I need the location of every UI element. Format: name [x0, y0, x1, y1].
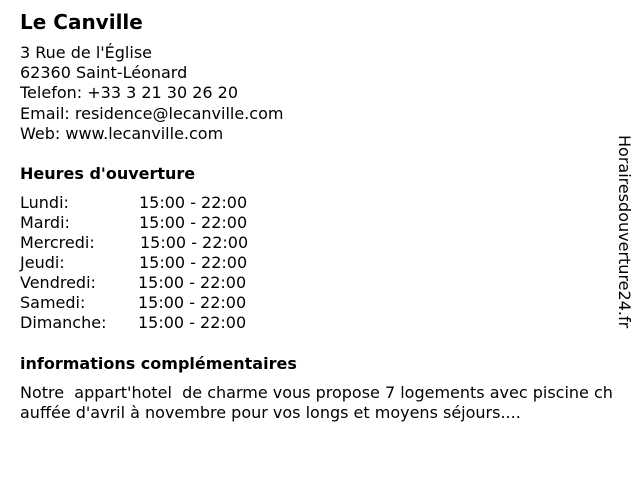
address-street: 3 Rue de l'Église — [20, 43, 152, 62]
time-value: 15:00 - 22:00 — [138, 313, 247, 332]
time-value: 15:00 - 22:00 — [139, 193, 248, 212]
email-line: Email: residence@lecanville.com — [20, 103, 284, 123]
day-label: Mercredi: — [20, 233, 95, 252]
hours-row-monday — [20, 193, 280, 213]
phone-line: Telefon: +33 3 21 30 26 20 — [20, 83, 239, 103]
hours-row-friday — [20, 273, 280, 293]
day-label: Dimanche: — [20, 313, 107, 332]
time-value: 15:00 - 22:00 — [139, 253, 248, 272]
day-label: Samedi: — [20, 293, 86, 312]
hours-row-saturday — [20, 293, 280, 313]
time-value: 15:00 - 22:00 — [140, 233, 249, 252]
address-city: 62360 Saint-Léonard — [20, 63, 188, 83]
time-value: 15:00 - 22:00 — [138, 273, 247, 292]
day-label: Lundi: — [20, 193, 69, 212]
web-line: Web: www.lecanville.com — [20, 123, 224, 143]
hours-row-tuesday — [20, 213, 280, 233]
day-label: Jeudi: — [20, 253, 65, 272]
info-text: Notre appart'hotel de charme vous propose 7 logements avec piscine chauffée d'avril à novembre pour vos longs et moyens séjours.... — [20, 383, 613, 422]
site-watermark: Horairesdouverture24.fr — [615, 135, 634, 329]
info-heading: informations complémentaires — [20, 354, 297, 373]
hours-row-thursday — [20, 253, 280, 273]
business-name: Le Canville — [20, 10, 143, 34]
hours-table — [20, 193, 280, 333]
day-label: Mardi: — [20, 213, 70, 232]
time-value: 15:00 - 22:00 — [138, 293, 247, 312]
hours-row-sunday — [20, 313, 280, 333]
day-label: Vendredi: — [20, 273, 96, 292]
hours-row-wednesday — [20, 233, 280, 253]
time-value: 15:00 - 22:00 — [139, 213, 248, 232]
contact-block — [20, 43, 283, 144]
hours-heading: Heures d'ouverture — [20, 164, 196, 183]
